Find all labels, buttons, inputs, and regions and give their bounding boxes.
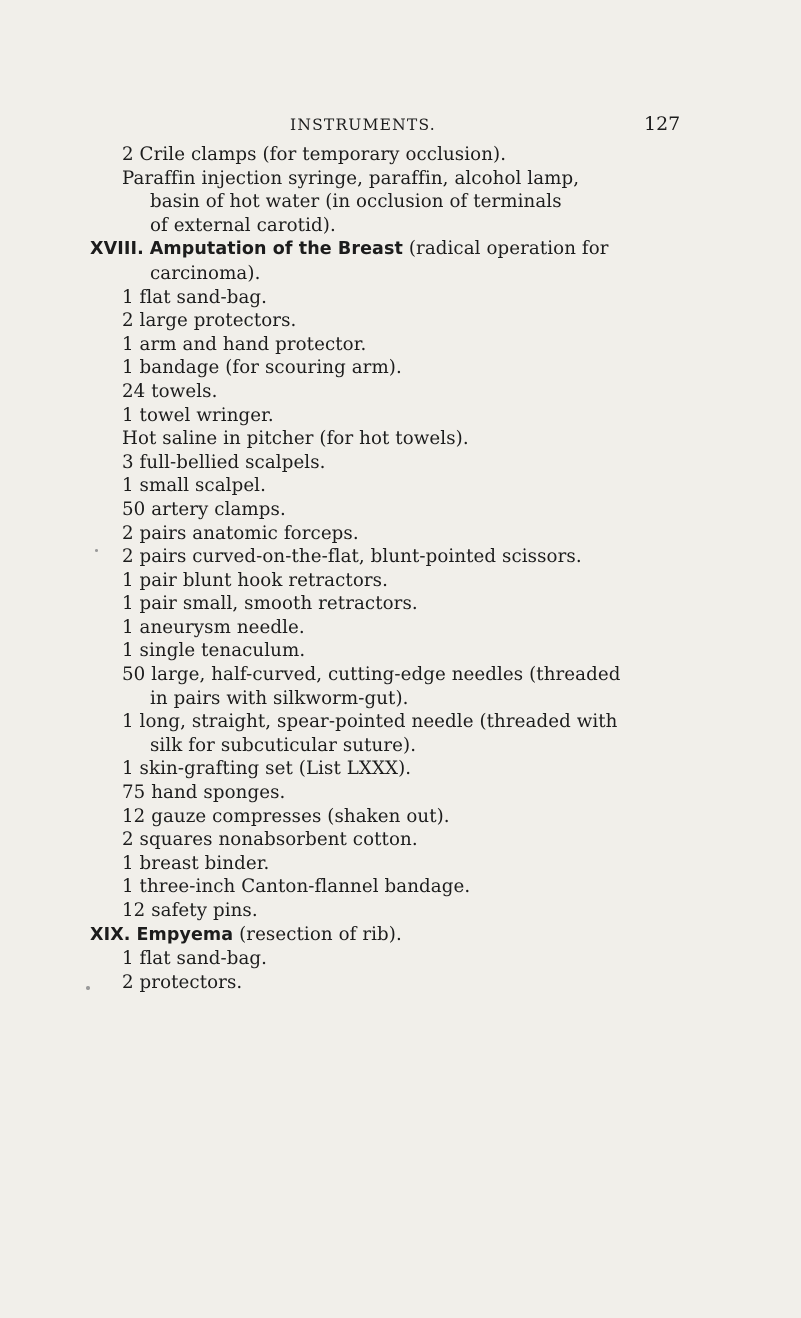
list-item: 1 arm and hand protector. (122, 333, 367, 355)
section-numeral: XIX. (90, 924, 131, 945)
section-title: Empyema (136, 924, 234, 945)
instrument-list (90, 143, 790, 994)
list-item: 1 pair blunt hook retractors. (122, 569, 388, 591)
section-note: (resection of rib). (239, 923, 402, 945)
running-title: INSTRUMENTS. (290, 116, 436, 134)
section-title: Amputation of the Breast (149, 239, 403, 260)
list-item: 75 hand sponges. (122, 782, 286, 804)
list-item-continuation: basin of hot water (in occlusion of terminals (150, 191, 562, 213)
list-item: 2 pairs curved-on-the-flat, blunt-pointed scissors. (122, 546, 582, 568)
list-item: 50 artery clamps. (122, 498, 286, 520)
list-item: 1 flat sand-bag. (122, 948, 268, 970)
paper-speck (86, 986, 90, 990)
list-item: 1 aneurysm needle. (122, 616, 305, 638)
section-note-continuation: carcinoma). (150, 262, 261, 284)
list-item: 1 long, straight, spear-pointed needle (threaded with (122, 711, 618, 733)
list-item: 2 large protectors. (122, 310, 297, 332)
list-item: Paraffin injection syringe, paraffin, alcohol lamp, (122, 167, 580, 189)
list-item: 12 safety pins. (122, 900, 258, 921)
list-item: 1 flat sand-bag. (122, 286, 268, 308)
list-item: 1 bandage (for scouring arm). (122, 357, 402, 379)
list-item: 1 three-inch Canton-flannel bandage. (122, 876, 471, 898)
section-heading (90, 923, 790, 948)
list-item: 1 single tenaculum. (122, 640, 306, 662)
list-item: 1 pair small, smooth retractors. (122, 593, 418, 615)
page-number: 127 (644, 113, 681, 135)
list-item-continuation: of external carotid). (150, 214, 336, 236)
list-item: 50 large, half-curved, cutting-edge needles (threaded (122, 664, 621, 686)
list-item: 2 Crile clamps (for temporary occlusion). (122, 144, 507, 165)
section-heading (90, 237, 790, 262)
list-item: 2 pairs anatomic forceps. (122, 522, 359, 544)
list-item: 1 breast binder. (122, 852, 270, 874)
paper-speck (95, 549, 98, 552)
list-item: 3 full-bellied scalpels. (122, 451, 326, 473)
list-item: 1 small scalpel. (122, 475, 266, 497)
list-item: 2 squares nonabsorbent cotton. (122, 829, 418, 851)
list-item-continuation: in pairs with silkworm-gut). (150, 687, 409, 709)
list-item-continuation: silk for subcuticular suture). (150, 734, 417, 756)
list-item: 1 skin-grafting set (List LXXX). (122, 758, 412, 780)
section-note: (radical operation for (408, 238, 609, 260)
list-item: 2 protectors. (122, 971, 243, 993)
list-item: Hot saline in pitcher (for hot towels). (122, 428, 469, 450)
list-item: 1 towel wringer. (122, 404, 274, 426)
list-item: 24 towels. (122, 380, 218, 402)
list-item: 12 gauze compresses (shaken out). (122, 805, 450, 827)
section-numeral: XVIII. (90, 239, 144, 260)
